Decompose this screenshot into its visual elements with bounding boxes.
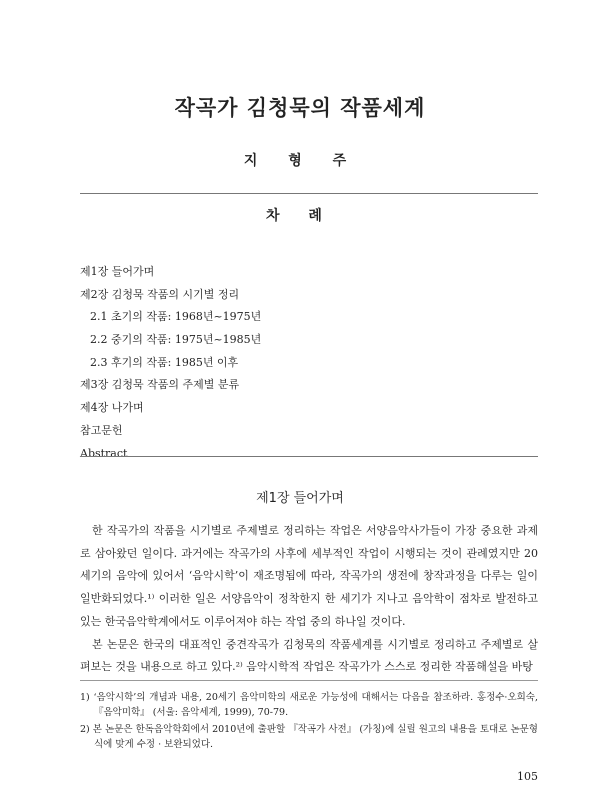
- toc-top-rule: [80, 193, 538, 194]
- toc-item: Abstract: [80, 446, 128, 460]
- footnote-rule: [80, 680, 538, 681]
- paragraph: 한 작곡가의 작품을 시기별로 주제별로 정리하는 작업은 서양음악사가들이 가장 중요한 과제로 삼아왔던 일이다. 과거에는 작곡가의 사후에 세부적인 작업이 시행되는 것이 관례였지만 20세기의 음악에 있어서 ‘음악시학’이 재조명됨에 따라, 작곡가의 생전에 창작과정을 다루는 일이 일반화되었다.¹⁾ 이러한 일은 서양음악이 정착한지 한 세기가 지나고 음악학이 점차로 발전하고 있는 한국음악학계에서도 이루어져야 하는 작업 중의 하나일 것이다.: [80, 524, 538, 628]
- toc-item: 2.3 후기의 작품: 1985년 이후: [90, 355, 239, 369]
- author-name: 지 형 주: [243, 153, 357, 169]
- section-title: 제1장 들어가며: [256, 491, 344, 506]
- toc-item: 참고문헌: [80, 423, 123, 437]
- paper-title: 작곡가 김청묵의 작품세계: [174, 95, 426, 120]
- toc-item: 제3장 김청묵 작품의 주제별 분류: [80, 378, 240, 392]
- footnote: 2) 본 논문은 한독음악학회에서 2010년에 출판할 『작곡가 사전』 (가칭)에 실릴 원고의 내용을 토대로 논문형식에 맞게 수정 · 보완되었다.: [80, 724, 538, 750]
- toc-item: 제2장 김청묵 작품의 시기별 정리: [80, 287, 240, 301]
- toc-item: 제4장 나가며: [80, 401, 144, 415]
- toc-item: 제1장 들어가며: [80, 265, 155, 278]
- paragraph: 본 논문은 한국의 대표적인 중견작곡가 김청묵의 작품세계를 시기별로 정리하고 주제별로 살펴보는 것을 내용으로 하고 있다.²⁾ 음악시학적 작업은 작곡가가 스스로 정리한 작품해설을 바탕: [80, 637, 538, 674]
- table-of-contents: [80, 261, 261, 465]
- footnote: 1) ‘음악시학’의 개념과 내용, 20세기 음악미학의 새로운 가능성에 대해서는 다음을 참조하라. 홍정수·오희숙, 『음악미학』 (서울: 음악세계, 1999), 70-79.: [80, 692, 538, 718]
- toc-heading: 차 례: [266, 208, 334, 224]
- body-text: [80, 520, 538, 679]
- footnotes: [80, 690, 538, 754]
- toc-item: 2.1 초기의 작품: 1968년~1975년: [90, 310, 262, 324]
- toc-item: 2.2 중기의 작품: 1975년~1985년: [90, 333, 262, 347]
- toc-bottom-rule: [80, 456, 538, 457]
- page-number: 105: [517, 770, 538, 783]
